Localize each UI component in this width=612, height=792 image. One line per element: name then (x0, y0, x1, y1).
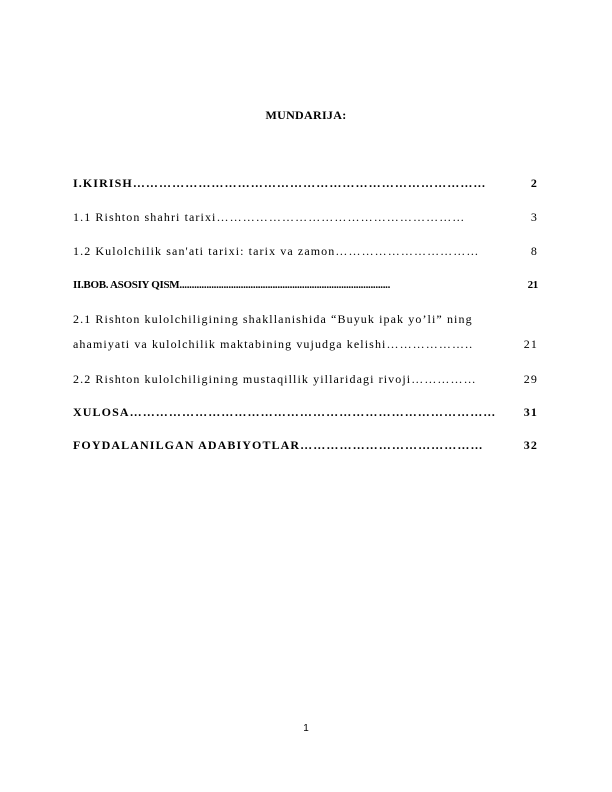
toc-entry-kirish (73, 176, 538, 191)
toc-entry-text: 2.2 Rishton kulolchiligining mustaqillik yillaridagi rivoji…………… (73, 372, 477, 386)
toc-entry-2-1-line1 (73, 312, 538, 327)
toc-entry-page: 8 (530, 244, 538, 258)
page-number: 1 (303, 723, 309, 734)
toc-entry-text: ahamiyati va kulolchilik maktabining vujudga kelishi……………….. (73, 337, 474, 351)
toc-entry-page: 31 (523, 405, 538, 419)
toc-entry-text: I.KIRISH……………………………………………………………………… (73, 176, 487, 190)
toc-entry-page: 29 (523, 372, 538, 386)
toc-entry-adabiyotlar (73, 438, 538, 453)
toc-entry-1-1 (73, 210, 538, 225)
toc-entry-text: 1.2 Kulolchilik san'ati tarixi: tarix va zamon…………………………… (73, 244, 480, 258)
toc-entry-page: 3 (530, 210, 538, 224)
toc-entry-xulosa (73, 405, 538, 420)
toc-entry-page: 21 (527, 279, 538, 291)
toc-entry-1-2 (73, 244, 538, 259)
toc-entry-text: 1.1 Rishton shahri tarixi………………………………………………… (73, 210, 466, 224)
toc-entry-page: 32 (523, 438, 538, 452)
toc-entry-asosiy-qism (73, 279, 538, 291)
toc-title: MUNDARIJA: (265, 108, 347, 122)
toc-entry-text: XULOSA………………………………………………………………………… (73, 405, 497, 419)
toc-entry-text: 2.1 Rishton kulolchiligining shakllanishida “Buyuk ipak yo’li” ning (73, 312, 473, 326)
toc-entry-page: 21 (523, 337, 538, 351)
toc-entry-text: FOYDALANILGAN ADABIYOTLAR…………………………………… (73, 438, 484, 452)
toc-entry-text: II.BOB. ASOSIY QISM...................................................................................... (73, 279, 391, 291)
toc-entry-2-1-line2 (73, 337, 538, 352)
toc-entry-page: 2 (530, 176, 538, 190)
toc-entry-2-2 (73, 372, 538, 387)
